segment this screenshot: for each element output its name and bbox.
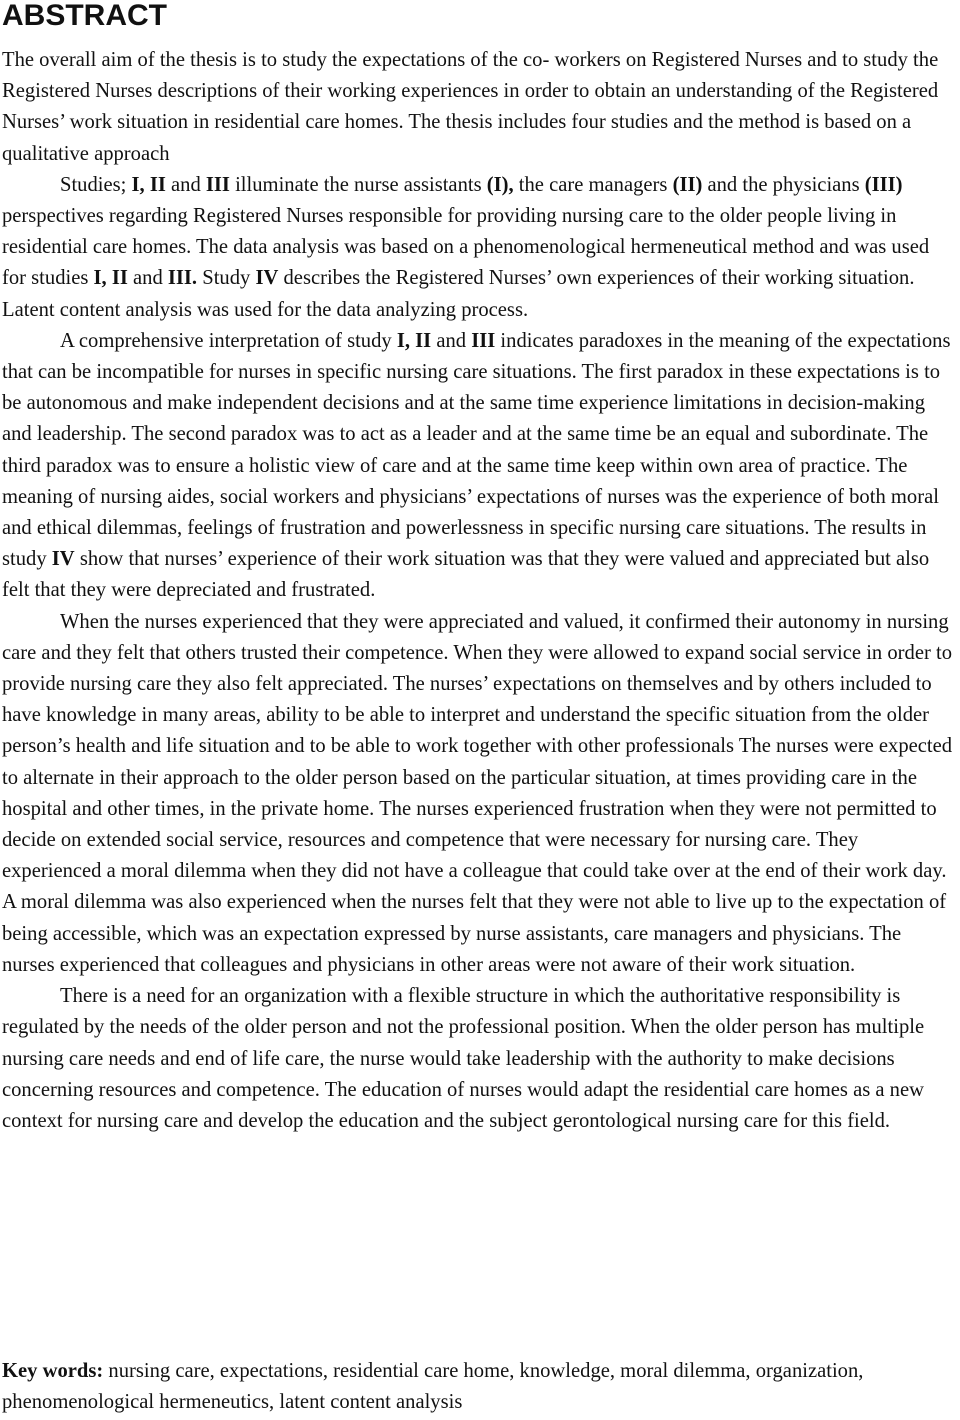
text-run: There is a need for an organization with a flexible structure in which the authoritative responsibility is regulated by the needs of the older person and not the professional position. When the older person has multiple nursing care needs and end of life care, the nurse would take leadership with the authority to make decisions concerning resources and competence. The education of nurses would adapt the residential care homes as a new context for nursing care and develop the education and the subject gerontological nursing care for this field. <box>2 985 925 1132</box>
text-run: illuminate the nurse assistants <box>229 173 487 196</box>
keywords-label: Key words: <box>2 1360 104 1382</box>
text-run: indicates paradoxes in the meaning of the expectations that can be incompatible for nurses in specific nursing care situations. The first paradox in these expectations is to be autonomous and make independent decisions and at the same time experience limitations in decision-making and leadership. The second paradox was to act as a leader and at the same time be an equal and subordinate. The third paradox was to ensure a holistic view of care and at the same time keep within own area of practice. The meaning of nursing aides, social workers and physicians’ expectations of nurses was the experience of both moral and ethical dilemmas, feelings of frustration and powerlessness in specific nursing care situations. The results in study <box>2 329 951 571</box>
paragraph-4 <box>2 607 956 981</box>
bold-text-run: I, II <box>93 267 128 290</box>
abstract-heading: ABSTRACT <box>2 0 167 32</box>
bold-text-run: (III) <box>864 173 903 196</box>
text-run: show that nurses’ experience of their work situation was that they were valued and appreciated but also felt that they were depreciated and frustrated. <box>2 548 930 602</box>
text-run: and <box>431 329 472 352</box>
text-run: The overall aim of the thesis is to study the expectations of the co- workers on Registered Nurses and to study the Registered Nurses descriptions of their working experiences in order to obtain an understanding of the Registered Nurses’ work situation in residential care homes. The thesis includes four studies and the method is based on a qualitative approach <box>2 49 939 165</box>
bold-text-run: IV <box>255 267 279 290</box>
text-run: and the physicians <box>702 173 865 196</box>
text-run: the care managers <box>513 173 673 196</box>
keywords-text: nursing care, expectations, residential care home, knowledge, moral dilemma, organization, phenomenological hermeneutics, latent content analysis <box>2 1360 864 1414</box>
paragraph-2 <box>2 170 956 326</box>
bold-text-run: I, II <box>396 329 432 352</box>
abstract-body <box>2 45 956 1137</box>
keywords-line <box>2 1356 942 1418</box>
bold-text-run: I, II <box>131 173 166 196</box>
text-run: perspectives regarding Registered Nurses responsible for providing nursing care to the older people living in residential care homes. The data analysis was based on a phenomenological hermeneutical method and was used for studies <box>2 205 930 290</box>
bold-text-run: (I), <box>486 173 514 196</box>
text-run: When the nurses experienced that they were appreciated and valued, it confirmed their autonomy in nursing care and they felt that others trusted their competence. When they were allowed to expand social service in order to provide nursing care they also felt appreciated. The nurses’ expectations on themselves and by others included to have knowledge in many areas, ability to be able to interpret and understand the specific situation from the older person’s health and life situation and to be able to work together with other professionals The nurses were expected to alternate in their approach to the older person based on the particular situation, at times providing care in the hospital and other times, in the private home. The nurses experienced frustration when they were not permitted to decide on extended social service, resources and competence that were necessary for nursing care. They experienced a moral dilemma when they did not have a colleague that could take over at the end of their work day. A moral dilemma was also experienced when the nurses felt that they were not able to live up to the expectation of being accessible, which was an expectation expressed by nurse assistants, care managers and physicians. The nurses experienced that colleagues and physicians in other areas were not aware of their work situation. <box>2 610 953 976</box>
bold-text-run: (II) <box>672 173 703 196</box>
bold-text-run: III <box>471 329 496 352</box>
text-run: and <box>127 267 168 290</box>
text-run: and <box>165 173 206 196</box>
bold-text-run: III. <box>167 267 198 290</box>
text-run: A comprehensive interpretation of study <box>60 329 397 352</box>
paragraph-5 <box>2 981 956 1137</box>
paragraph-1 <box>2 45 956 170</box>
bold-text-run: IV <box>51 548 75 571</box>
text-run: Study <box>197 267 256 290</box>
paragraph-3 <box>2 326 956 607</box>
text-run: Studies; <box>60 173 132 196</box>
bold-text-run: III <box>205 173 230 196</box>
text-run: describes the Registered Nurses’ own experiences of their working situation. Latent content analysis was used for the data analyzing process. <box>2 267 915 321</box>
